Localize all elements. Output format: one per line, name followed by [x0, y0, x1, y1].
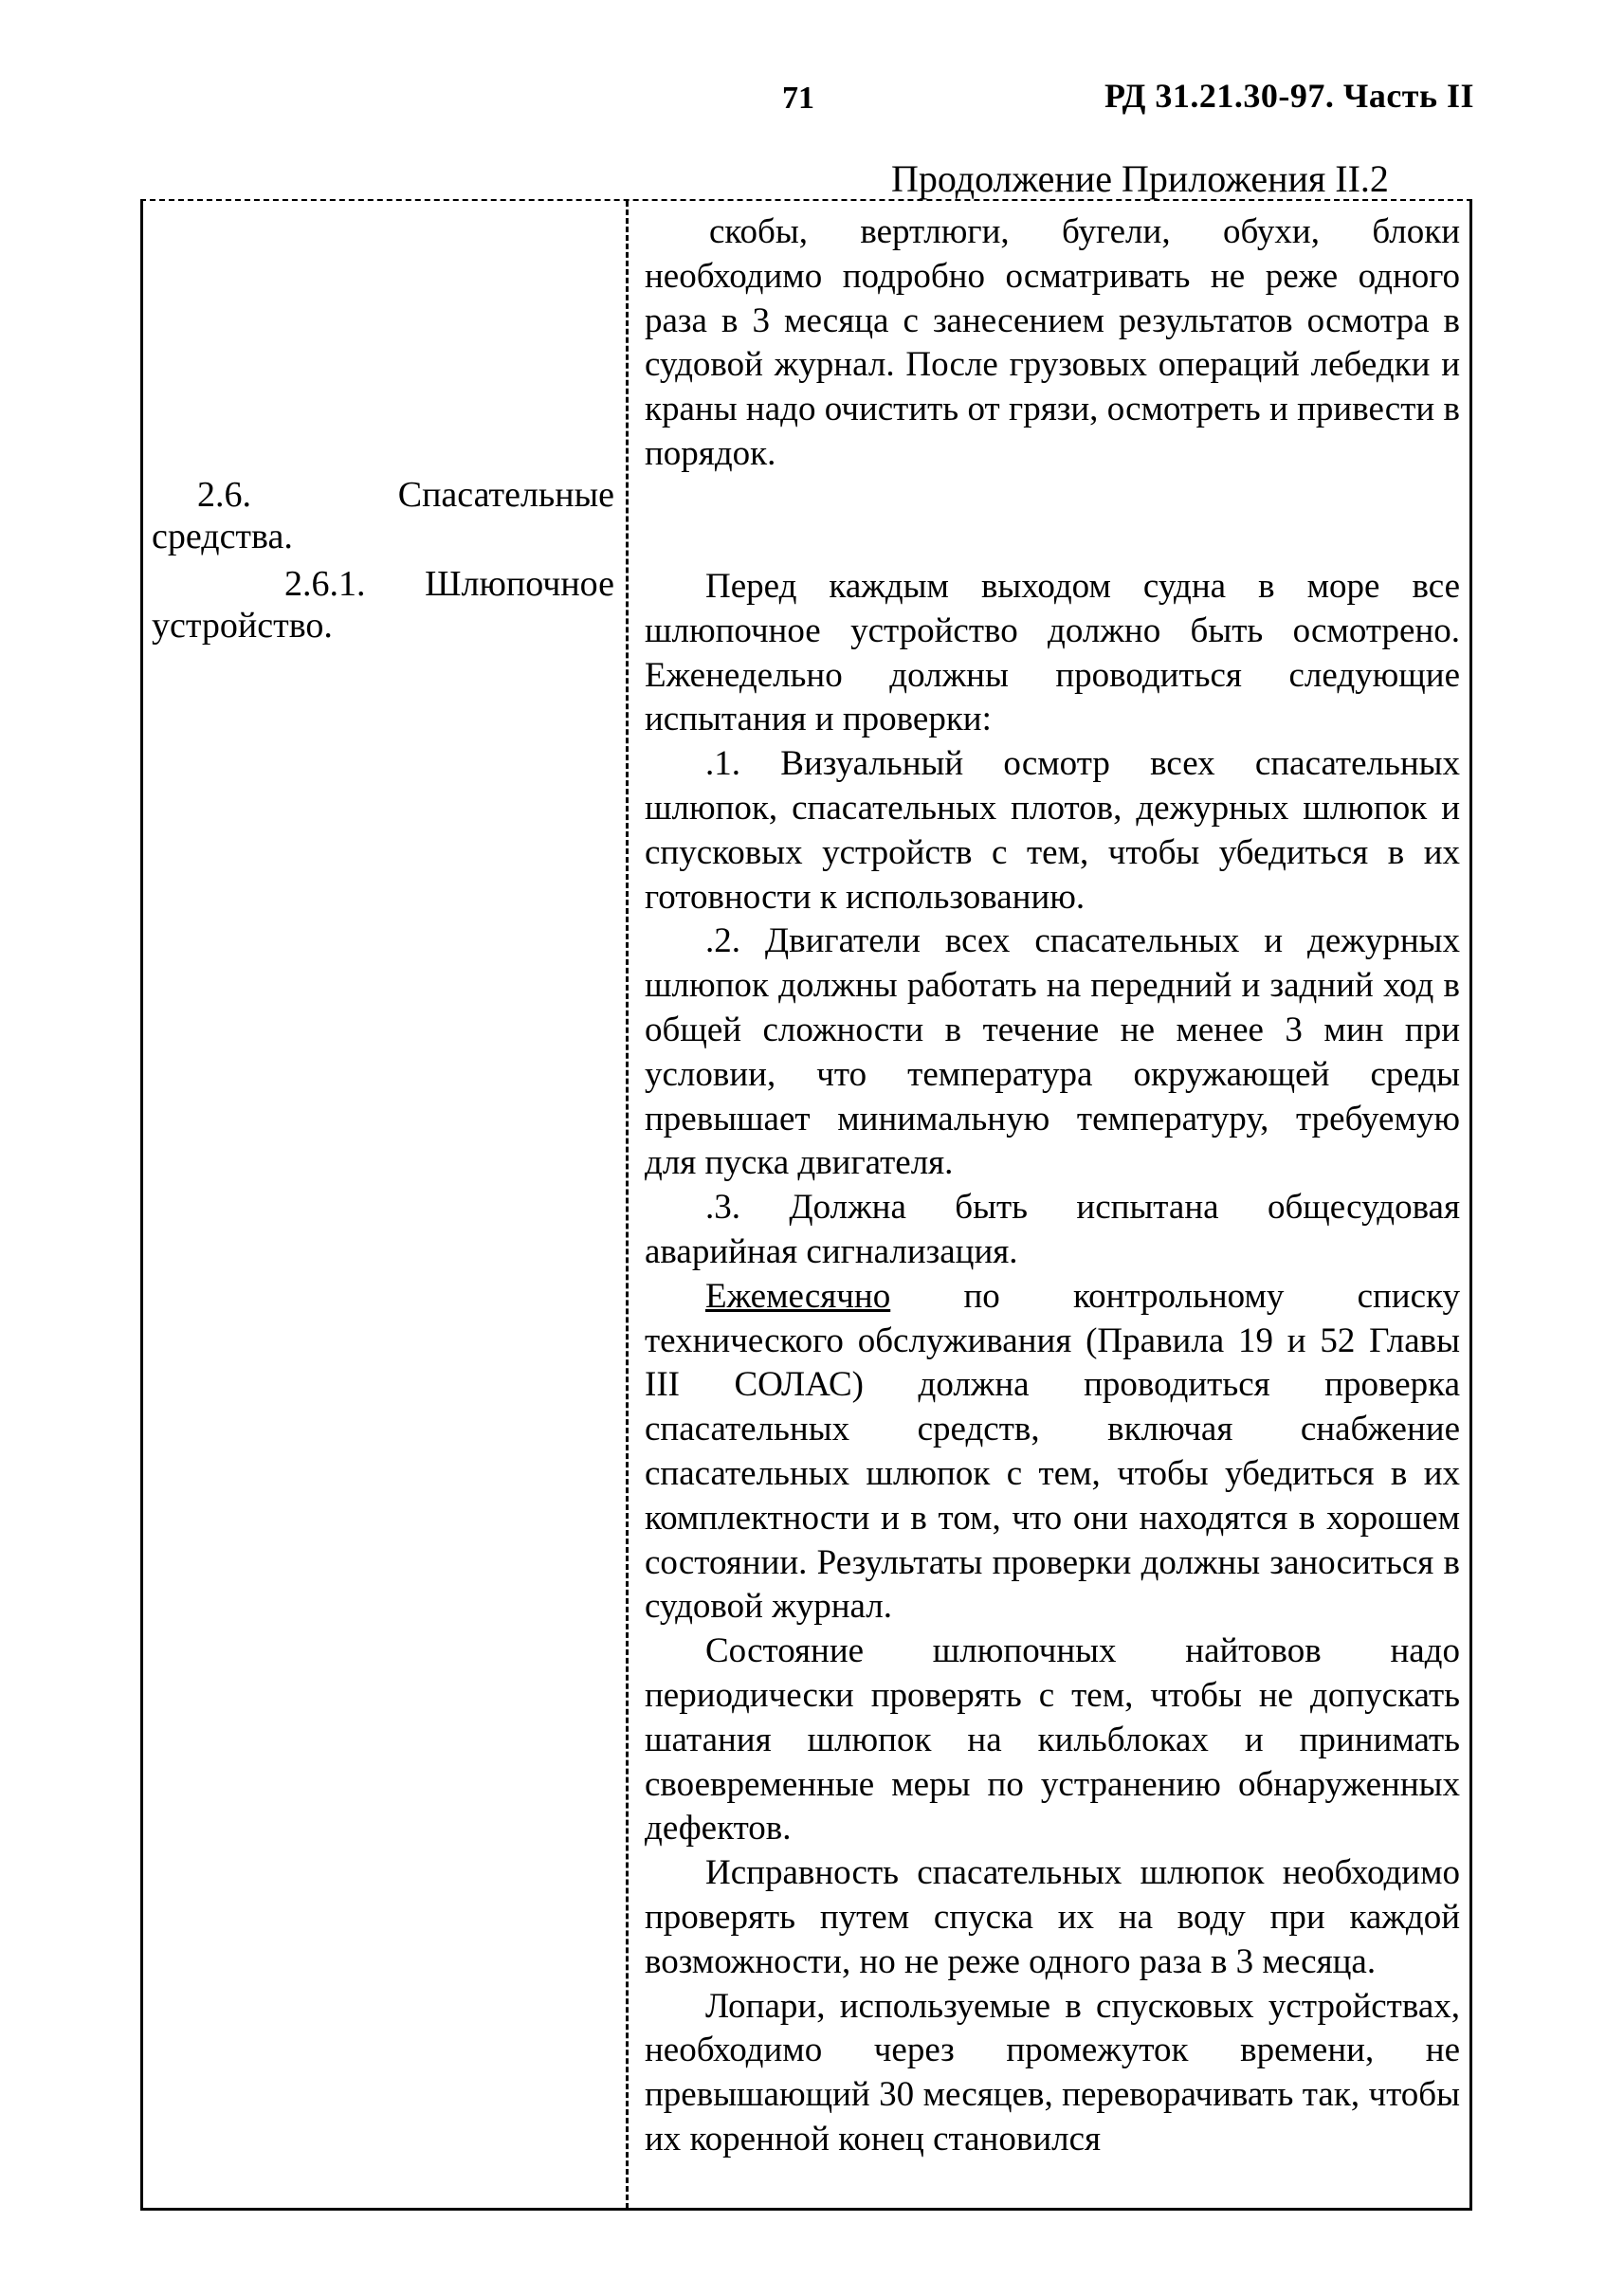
- paragraph-before-exit: Перед каждым выходом судна в море все шлюпочное устройство должно быть осмотрено. Еженедельно должны проводиться следующие испытания и проверки:: [645, 567, 1460, 739]
- monthly-word: Ежемесячно: [705, 1276, 891, 1316]
- list-item-3: .3. Должна быть испытана общесудовая аварийная сигнализация.: [645, 1188, 1460, 1271]
- paragraph-serviceability: Исправность спасательных шлюпок необходимо проверять путем спуска их на воду при каждой возможности, но не реже одного раза в 3 месяца.: [645, 1853, 1460, 1981]
- paragraph-lashings: Состояние шлюпочных найтовов надо периодически проверять с тем, чтобы не допускать шатания шлюпок на кильблоках и принимать своевременные меры по устранению обнаруженных дефектов.: [645, 1631, 1460, 1849]
- document-code: РД 31.21.30-97. Часть II: [1104, 77, 1475, 115]
- section-2-6-1-label: 2.6.1. Шлюпочное устройство.: [152, 564, 614, 646]
- monthly-rest: по контрольному списку технического обслуживания (Правила 19 и 52 Главы III СОЛАС) должна проводиться проверка спасательных средств, включая снабжение спасательных шлюпок с тем, чтобы убедиться в их комплектности и в том, что они находятся в хорошем состоянии. Результаты проверки должны заноситься в судовой журнал.: [645, 1276, 1460, 1627]
- list-item-2: .2. Двигатели всех спасательных и дежурных шлюпок должны работать на передний и задний ход в общей сложности в течение не менее 3 мин при условии, что температура окружающей среды превышает минимальную температуру, требуемую для пуска двигателя.: [645, 921, 1460, 1183]
- section-2-6-label: 2.6. Спасательные средства.: [152, 475, 614, 556]
- paragraph-continuation: скобы, вертлюги, бугели, обухи, блоки необходимо подробно осматривать не реже одного раза в 3 месяца с занесением результатов осмотра в судовой журнал. После грузовых операций лебедки и краны надо очистить от грязи, осмотреть и привести в порядок.: [645, 212, 1460, 473]
- paragraph-monthly: [645, 1275, 1460, 1630]
- right-column-main: [645, 565, 1460, 2162]
- paragraph-falls: Лопари, используемые в спусковых устройствах, необходимо через промежуток времени, не превышающий 30 месяцев, переворачивать так, чтобы их коренной конец становился: [645, 1986, 1460, 2158]
- column-divider: [626, 201, 629, 2209]
- right-column-top: [645, 210, 1460, 477]
- page-number: 71: [782, 81, 814, 116]
- list-item-1: .1. Визуальный осмотр всех спасательных шлюпок, спасательных плотов, дежурных шлюпок и спусковых устройств с тем, чтобы убедиться в их готовности к использованию.: [645, 744, 1460, 917]
- continuation-title: Продолжение Приложения II.2: [891, 157, 1389, 200]
